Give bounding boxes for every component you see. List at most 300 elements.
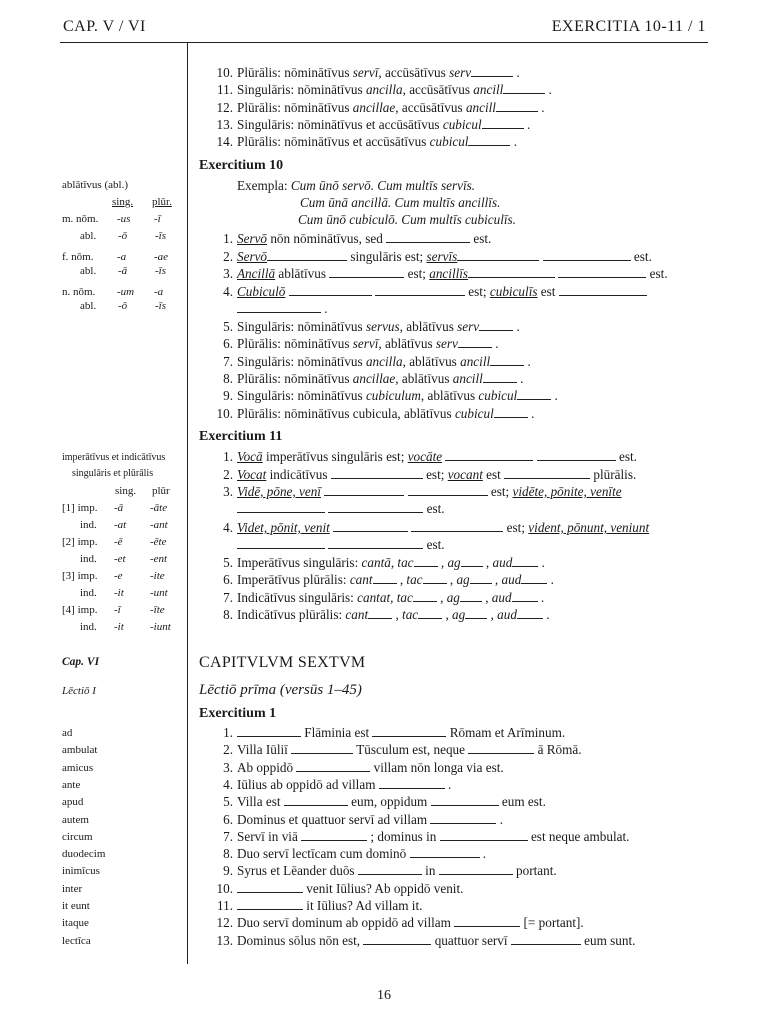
form-label: [2] imp. xyxy=(62,536,98,548)
answer-blank[interactable] xyxy=(504,467,590,479)
item-text-2: est; xyxy=(503,520,529,535)
item-stem-2: ag xyxy=(447,555,461,570)
item-text-3: eum est. xyxy=(501,794,546,810)
answer-blank[interactable] xyxy=(440,829,528,841)
item-text: Duo servī lectīcam cum dominō xyxy=(237,846,410,862)
answer-blank[interactable] xyxy=(379,777,445,789)
margin-rule xyxy=(187,42,188,964)
item-word: cubiculum xyxy=(365,388,421,404)
answer-blank[interactable] xyxy=(512,555,538,567)
ex1-item xyxy=(199,897,422,914)
item-number: 7. xyxy=(223,589,233,605)
form-label: f. nōm. xyxy=(62,251,94,263)
answer-blank[interactable] xyxy=(454,915,520,927)
item-stem-2: ag xyxy=(456,572,470,588)
answer-blank[interactable] xyxy=(461,555,483,567)
ex10-item-4-cont xyxy=(237,300,328,317)
answer-blank[interactable] xyxy=(237,725,301,737)
item-stem: cubicul xyxy=(478,388,518,404)
item-end: . xyxy=(537,99,545,115)
answer-blank[interactable] xyxy=(521,572,547,584)
item-number: 4. xyxy=(223,284,233,299)
item-text-2: villam nōn longa via est. xyxy=(373,759,504,775)
answer-blank[interactable] xyxy=(468,266,555,278)
answer-blank[interactable] xyxy=(237,898,303,910)
item-text-2: , accūsātīvus xyxy=(378,65,450,80)
form-label: [1] imp. xyxy=(62,502,98,514)
item-end: . xyxy=(513,319,520,334)
form-label: m. nōm. xyxy=(62,213,99,225)
plur-ending: -īs xyxy=(155,300,166,312)
ex9-item xyxy=(199,116,530,133)
item-word-2: vocāte xyxy=(407,449,443,464)
ex1-item xyxy=(199,759,504,776)
item-number: 8. xyxy=(223,846,233,862)
item-end: . xyxy=(523,116,531,132)
item-text: Singulāris: nōminātīvus et accūsātīvus xyxy=(237,116,443,132)
item-text: nōn nōminātīvus, sed xyxy=(267,231,387,246)
answer-blank[interactable] xyxy=(410,846,480,858)
item-text-2: , ablātīvus xyxy=(399,319,458,334)
item-word: ancillae xyxy=(352,99,396,115)
answer-blank[interactable] xyxy=(482,117,524,129)
item-stem: cubicul xyxy=(454,405,494,421)
answer-blank[interactable] xyxy=(503,82,545,94)
item-text: Indicātīvus plūrālis: xyxy=(237,606,346,622)
item-stem: cantat, tac xyxy=(357,589,413,605)
item-text-3: est xyxy=(537,284,556,299)
sing-ending: -at xyxy=(114,519,127,531)
item-stem: serv xyxy=(435,336,458,352)
plur-ending: -a xyxy=(154,286,164,298)
form-label: [4] imp. xyxy=(62,604,98,616)
vocab-word: apud xyxy=(62,796,84,809)
item-number: 6. xyxy=(223,336,233,352)
item-word: Videt, pōnit, venit xyxy=(237,520,330,535)
item-text-2: est; xyxy=(464,284,490,299)
item-stem: cubicul xyxy=(429,134,469,150)
answer-blank[interactable] xyxy=(559,284,647,296)
answer-blank[interactable] xyxy=(291,742,353,754)
plur-ending: -iunt xyxy=(150,621,171,633)
answer-blank[interactable] xyxy=(408,484,488,496)
item-text-3: est neque ambulat. xyxy=(530,828,630,844)
answer-blank[interactable] xyxy=(413,590,437,602)
imp-head-plur: plūr xyxy=(152,485,170,497)
ex1-item xyxy=(199,914,584,931)
vocab-word: inter xyxy=(62,882,83,895)
item-text: Plūrālis: nōminātīvus xyxy=(237,336,353,352)
item-end: . xyxy=(516,370,524,386)
answer-blank[interactable] xyxy=(418,607,442,619)
item-stem-2: ag xyxy=(446,589,460,605)
answer-blank[interactable] xyxy=(324,484,404,496)
item-word: servus xyxy=(365,319,400,334)
vocab-word: amicus xyxy=(62,761,94,774)
vocab-word: lectīca xyxy=(62,934,91,947)
ex11-item-4-cont xyxy=(237,536,445,553)
lectio-title: Lēctiō prīma (versūs 1–45) xyxy=(199,682,362,698)
answer-blank[interactable] xyxy=(373,572,397,584)
item-text-2: . xyxy=(499,811,503,827)
item-stem-3: aud xyxy=(501,572,522,588)
item-end: . xyxy=(321,301,328,316)
item-text: ablātīvus xyxy=(275,266,330,281)
plur-ending: -ent xyxy=(150,553,168,565)
item-text: Iūlius ab oppidō ad villam xyxy=(237,776,379,792)
ex10-example-3 xyxy=(298,211,516,228)
item-number: 4. xyxy=(223,776,233,792)
item-text-2: est; xyxy=(487,484,513,499)
ablative-title: ablātīvus (abl.) xyxy=(62,179,128,191)
answer-blank[interactable] xyxy=(372,725,446,737)
item-end: . xyxy=(551,388,558,404)
exercise-header: EXERCITIA 10-11 / 1 xyxy=(551,18,706,35)
plur-ending: -ī xyxy=(154,213,161,225)
item-text: Indicātīvus singulāris: xyxy=(237,589,358,605)
answer-blank[interactable] xyxy=(496,100,538,112)
form-label: abl. xyxy=(80,300,97,312)
answer-blank[interactable] xyxy=(414,555,438,567)
vocab-word: circum xyxy=(62,830,93,843)
vocab-word: it eunt xyxy=(62,900,90,912)
answer-blank[interactable] xyxy=(458,336,492,348)
plur-ending: -ēte xyxy=(150,536,167,548)
item-end: est. xyxy=(423,537,445,552)
item-stem: cant xyxy=(345,606,369,622)
sing-ending: -it xyxy=(114,587,124,599)
item-number: 13. xyxy=(216,116,233,132)
item-text: Servī in viā xyxy=(237,828,302,844)
answer-blank[interactable] xyxy=(490,354,524,366)
item-text: Plūrālis: nōminātīvus xyxy=(237,65,353,80)
form-label: ind. xyxy=(80,553,97,565)
item-number: 7. xyxy=(223,828,233,844)
example-2: Cum ūnā ancillā. Cum multīs ancillīs. xyxy=(300,195,501,210)
ablative-row xyxy=(80,300,166,313)
sing-ending: -ā xyxy=(118,265,128,277)
ex1-item xyxy=(199,828,629,845)
item-end: est. xyxy=(646,266,668,281)
answer-blank[interactable] xyxy=(465,607,487,619)
item-number: 5. xyxy=(223,794,233,810)
answer-blank[interactable] xyxy=(457,249,539,261)
ex10-item-4 xyxy=(199,283,647,300)
item-number: 5. xyxy=(223,555,233,570)
imperative-title: imperātīvus et indicātīvus xyxy=(62,452,166,463)
header-rule xyxy=(60,42,708,43)
item-word-2: cubiculīs xyxy=(489,284,538,299)
answer-blank[interactable] xyxy=(439,863,513,875)
item-text-2: quattuor servī xyxy=(434,932,508,948)
answer-blank[interactable] xyxy=(368,607,392,619)
answer-blank[interactable] xyxy=(468,134,510,146)
item-number: 4. xyxy=(223,520,233,535)
answer-blank[interactable] xyxy=(411,520,503,532)
answer-blank[interactable] xyxy=(296,760,370,772)
item-text-3: Rōmam et Arīminum. xyxy=(449,725,566,740)
ex1-title: Exercitium 1 xyxy=(199,706,277,721)
item-number: 2. xyxy=(223,467,233,482)
item-word: Vocā xyxy=(237,449,263,464)
vocab-word: ante xyxy=(62,778,81,791)
item-number: 9. xyxy=(223,863,233,879)
ex10-item xyxy=(199,335,499,352)
ex10-item-1 xyxy=(199,230,491,247)
item-text-3: est xyxy=(482,467,505,482)
item-number: 2. xyxy=(223,742,233,758)
plur-ending: -ae xyxy=(154,251,169,263)
item-word: ancilla xyxy=(365,82,403,98)
ablative-row xyxy=(62,286,163,299)
sing-ending: -us xyxy=(117,213,131,225)
ex9-item xyxy=(199,64,520,81)
item-number: 10. xyxy=(216,405,233,421)
imperative-row xyxy=(80,553,167,566)
item-stem: cant xyxy=(349,572,373,588)
item-stem: serv xyxy=(449,65,472,80)
answer-blank[interactable] xyxy=(460,590,482,602)
answer-blank[interactable] xyxy=(237,881,303,893)
form-label: ind. xyxy=(80,621,97,633)
ex11-item-4 xyxy=(199,519,649,536)
item-text-2: , accūsātīvus xyxy=(402,82,474,98)
item-text-2: it Iūlius? Ad villam it. xyxy=(306,898,423,913)
item-number: 14. xyxy=(216,134,233,150)
item-number: 2. xyxy=(223,249,233,264)
item-number: 1. xyxy=(223,725,233,740)
item-number: 10. xyxy=(216,65,233,80)
ex11-item-1 xyxy=(199,448,637,465)
ablative-row xyxy=(62,251,168,264)
vocab-word: inimīcus xyxy=(62,865,100,878)
ex1-item xyxy=(199,862,557,879)
item-end: est. xyxy=(615,449,637,464)
item-stem-2: ag xyxy=(452,606,466,622)
form-label: abl. xyxy=(80,265,97,277)
item-text: Ab oppidō xyxy=(237,759,297,775)
item-number: 10. xyxy=(216,880,233,896)
answer-blank[interactable] xyxy=(445,449,533,461)
answer-blank[interactable] xyxy=(267,249,347,261)
plur-ending: -ite xyxy=(150,570,165,582)
answer-blank[interactable] xyxy=(333,520,408,532)
chapter-title: CAPITVLVM SEXTVM xyxy=(199,654,366,671)
answer-blank[interactable] xyxy=(511,933,581,945)
examples-label: Exempla: xyxy=(237,178,291,193)
answer-blank[interactable] xyxy=(517,388,551,400)
answer-blank[interactable] xyxy=(328,537,423,549)
item-stem-1: tac xyxy=(406,572,423,588)
ex1-item xyxy=(199,724,565,741)
answer-blank[interactable] xyxy=(431,794,499,806)
item-stem-3: aud xyxy=(491,589,512,605)
form-label: ind. xyxy=(80,587,97,599)
answer-blank[interactable] xyxy=(237,301,321,313)
item-text: indicātīvus xyxy=(266,467,331,482)
item-text: Singulāris: nōminātīvus xyxy=(237,82,366,98)
answer-blank[interactable] xyxy=(543,249,631,261)
sing-ending: -ī xyxy=(114,604,121,616)
item-text-2: . xyxy=(482,846,487,862)
item-number: 3. xyxy=(223,484,233,499)
item-stem: ancill xyxy=(460,353,491,369)
item-text-2: in xyxy=(425,863,436,879)
item-stem-3: aud xyxy=(492,555,513,570)
item-text-2: , accūsātīvus xyxy=(395,99,466,115)
item-word: Cubiculō xyxy=(237,284,286,299)
item-number: 1. xyxy=(223,231,233,246)
answer-blank[interactable] xyxy=(237,537,325,549)
item-text: Imperātīvus singulāris: xyxy=(237,555,362,570)
plur-ending: -āte xyxy=(150,502,168,514)
answer-blank[interactable] xyxy=(423,572,447,584)
item-text-3: eum sunt. xyxy=(584,932,636,948)
item-text: Plūrālis: nōminātīvus cubicula, ablātīvus xyxy=(237,405,455,421)
imp-head-sing: sing. xyxy=(115,485,137,497)
example-1: Cum ūnō servō. Cum multīs servīs. xyxy=(290,178,476,193)
ex1-item xyxy=(199,741,582,758)
item-number: 6. xyxy=(223,572,233,588)
imperative-row xyxy=(80,621,171,634)
answer-blank[interactable] xyxy=(468,742,534,754)
item-end: . xyxy=(491,336,499,352)
ablative-row xyxy=(62,213,161,226)
item-word: Vocat xyxy=(237,467,267,482)
ex11-item: 5. Imperātīvus singulāris: cantā, tac , ag , aud . xyxy=(199,554,545,571)
item-number: 5. xyxy=(223,319,233,334)
item-stem: ancill xyxy=(473,82,504,98)
imperative-row xyxy=(80,519,168,532)
item-stem-1: tac xyxy=(402,606,419,622)
item-text: Plūrālis: nōminātīvus xyxy=(237,99,353,115)
head-sing: sing. xyxy=(112,196,134,208)
head-plur: plūr. xyxy=(152,196,172,208)
answer-blank[interactable] xyxy=(537,449,616,461)
answer-blank[interactable] xyxy=(471,65,513,77)
answer-blank[interactable] xyxy=(375,284,465,296)
answer-blank[interactable] xyxy=(470,572,492,584)
answer-blank[interactable] xyxy=(386,231,470,243)
answer-blank[interactable] xyxy=(479,319,513,331)
answer-blank[interactable] xyxy=(483,371,517,383)
imperative-row xyxy=(62,570,165,583)
ex10-example-2 xyxy=(300,194,500,211)
item-stem: cantā, tac xyxy=(361,555,414,570)
item-stem: ancill xyxy=(465,99,496,115)
answer-blank[interactable] xyxy=(363,933,431,945)
plur-ending: -unt xyxy=(150,587,168,599)
side-lectio: Lēctiō I xyxy=(62,685,96,697)
item-number: 3. xyxy=(223,266,233,281)
item-text-2: , ablātīvus xyxy=(420,388,479,404)
item-text-2: , ablātīvus xyxy=(395,370,453,386)
ex1-item xyxy=(199,932,635,949)
item-stem-3: aud xyxy=(497,606,517,622)
item-number: 11. xyxy=(217,898,233,913)
item-number: 9. xyxy=(223,388,233,404)
item-text: Singulāris: nōminātīvus xyxy=(237,388,366,404)
answer-blank[interactable] xyxy=(558,266,646,278)
item-word: Servō xyxy=(237,231,268,246)
ex1-item xyxy=(199,776,451,793)
ex10-item-2 xyxy=(199,248,652,265)
item-text: Imperātīvus plūrālis: xyxy=(237,572,350,588)
item-number: 8. xyxy=(223,606,233,622)
example-3: Cum ūnō cubiculō. Cum multīs cubiculīs. xyxy=(298,212,516,227)
sing-ending: -um xyxy=(117,286,135,298)
item-number: 6. xyxy=(223,811,233,827)
answer-blank[interactable] xyxy=(430,812,496,824)
item-word-2: servīs xyxy=(426,249,458,264)
vocab-word: ambulat xyxy=(62,744,98,757)
item-end: . xyxy=(527,405,535,421)
sing-ending: -et xyxy=(114,553,126,565)
item-end: est. xyxy=(630,249,652,264)
page-number: 16 xyxy=(377,988,391,1003)
answer-blank[interactable] xyxy=(301,829,367,841)
sing-ending: -a xyxy=(117,251,127,263)
item-text: imperātīvus singulāris est; xyxy=(262,449,408,464)
item-text-2: [= portant]. xyxy=(523,915,584,931)
sing-ending: -ō xyxy=(118,230,128,242)
answer-blank[interactable] xyxy=(512,590,538,602)
item-text-2: . xyxy=(448,776,452,792)
item-text-2: Tūsculum est, neque xyxy=(356,742,465,758)
item-text-3: portant. xyxy=(516,863,557,879)
ex11-title: Exercitium 11 xyxy=(199,429,283,444)
item-text: Villa est xyxy=(237,794,284,810)
ex10-examples xyxy=(237,177,475,194)
item-text-2: eum, oppidum xyxy=(351,794,428,810)
answer-blank[interactable] xyxy=(328,501,423,513)
item-number: 3. xyxy=(223,759,233,775)
item-word: ancilla xyxy=(365,353,403,369)
item-number: 13. xyxy=(216,932,233,948)
answer-blank[interactable] xyxy=(289,284,372,296)
answer-blank[interactable] xyxy=(237,501,325,513)
answer-blank[interactable] xyxy=(284,794,348,806)
item-end: . xyxy=(545,82,552,98)
item-end: est. xyxy=(470,231,492,246)
answer-blank[interactable] xyxy=(517,607,543,619)
answer-blank[interactable] xyxy=(358,863,422,875)
item-text-3: ā Rōmā. xyxy=(537,742,582,758)
sing-ending: -ō xyxy=(118,300,128,312)
item-text: Singulāris: nōminātīvus xyxy=(237,353,366,369)
imperative-row xyxy=(62,536,166,549)
ex1-item xyxy=(199,811,503,828)
vocab-word: duodecim xyxy=(62,848,106,861)
imperative-row xyxy=(62,502,167,515)
plur-ending: -īs xyxy=(155,265,166,277)
item-number: 11. xyxy=(217,82,233,98)
item-text: Duo servī dominum ab oppidō ad villam xyxy=(237,915,455,931)
answer-blank[interactable] xyxy=(331,467,423,479)
ex11-item: 6. Imperātīvus plūrālis: cant , tac , ag , aud . xyxy=(199,571,554,588)
ablative-row xyxy=(80,230,166,243)
item-text-2: , ablātīvus xyxy=(378,336,436,352)
answer-blank[interactable] xyxy=(494,406,528,418)
item-number: 12. xyxy=(216,915,233,931)
item-stem: cubicul xyxy=(442,116,482,132)
plur-ending: -ant xyxy=(150,519,168,531)
answer-blank[interactable] xyxy=(329,266,404,278)
ex10-item xyxy=(199,387,558,404)
plur-ending: -īte xyxy=(150,604,165,616)
item-word: Ancillā xyxy=(237,266,276,281)
item-text-2: est; xyxy=(422,467,448,482)
